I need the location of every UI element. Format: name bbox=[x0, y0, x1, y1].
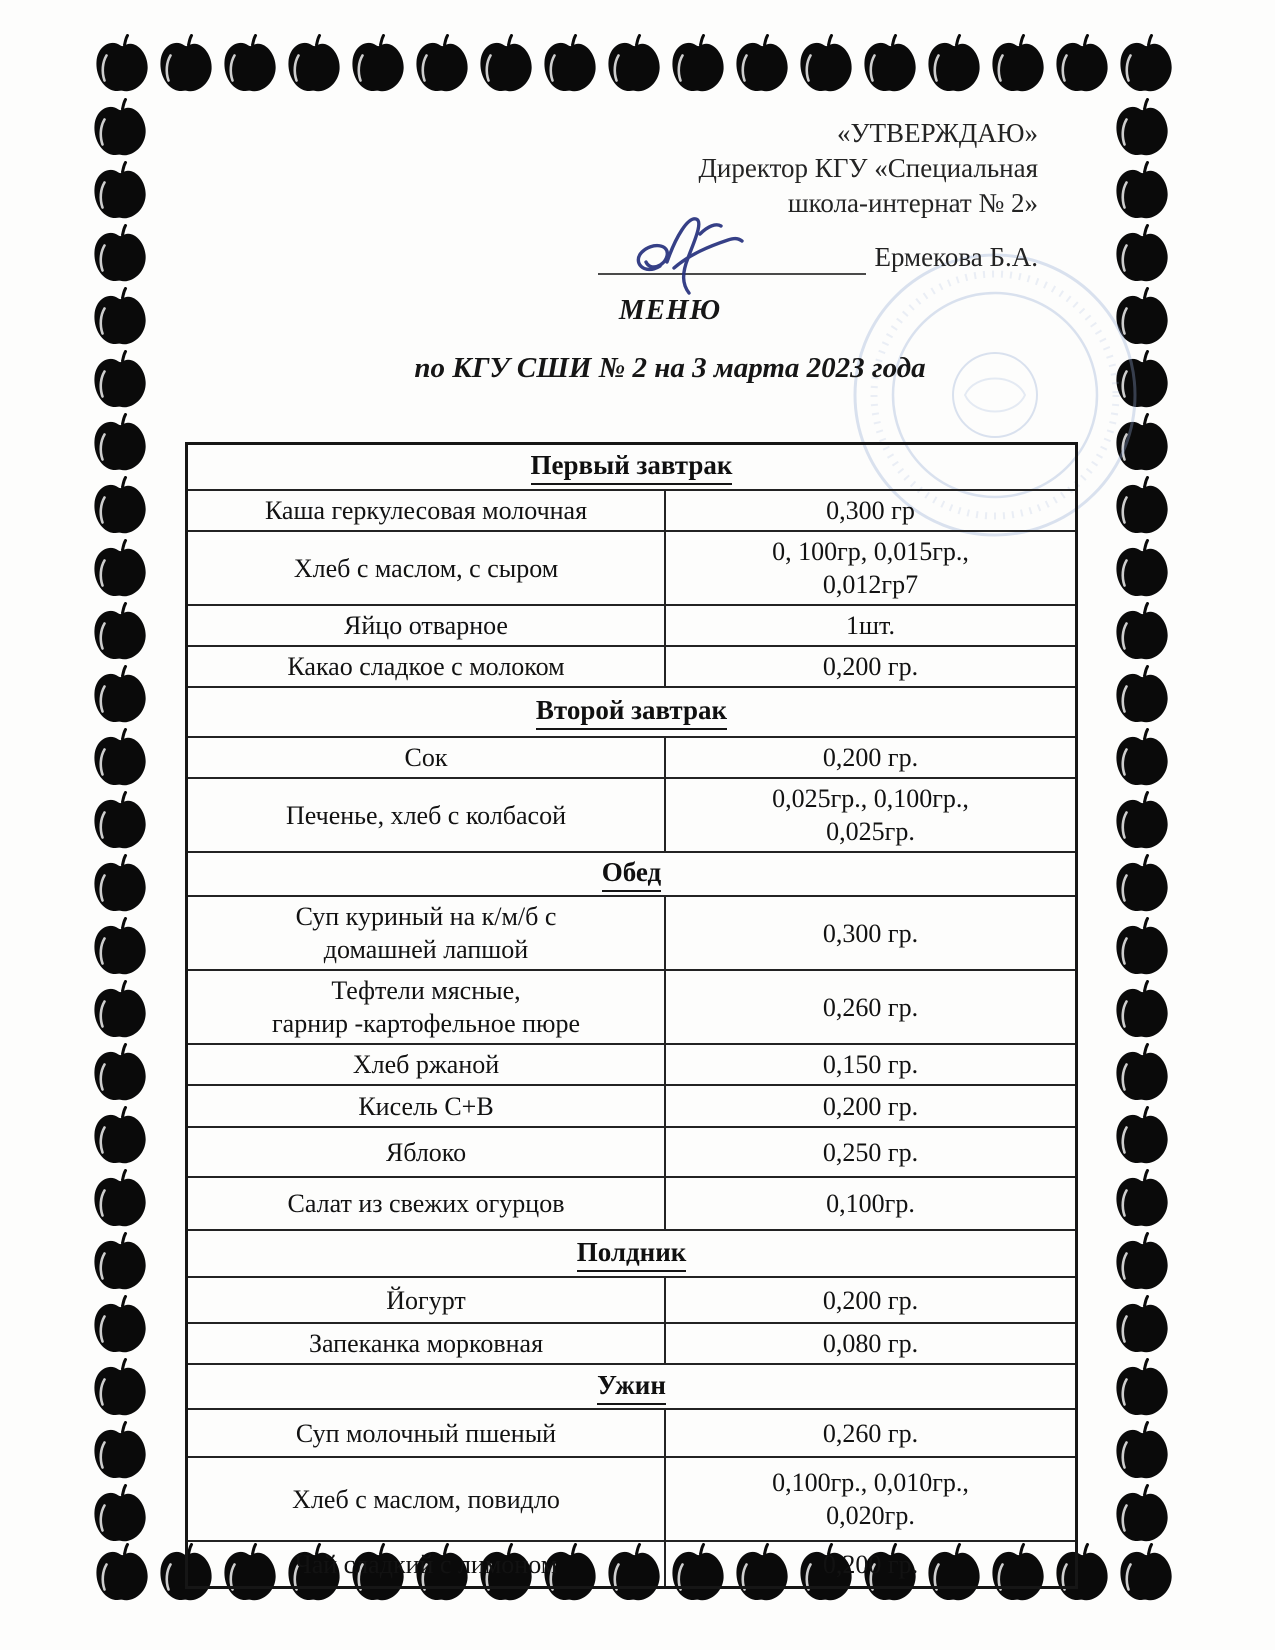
amount-cell bbox=[666, 897, 1075, 969]
dish-cell bbox=[188, 1045, 666, 1084]
dish-line: Хлеб с маслом, с сыром bbox=[293, 553, 559, 583]
amount-line: 0,100гр., 0,010гр., bbox=[772, 1468, 969, 1497]
amount-line: 0,025гр., 0,100гр., bbox=[772, 784, 969, 813]
apple-icon bbox=[154, 34, 218, 98]
apple-icon bbox=[88, 1043, 152, 1107]
apple-icon bbox=[1110, 980, 1174, 1044]
apple-icon bbox=[88, 1232, 152, 1296]
amount-line: 0,020гр. bbox=[826, 1501, 915, 1530]
menu-row bbox=[188, 1408, 1075, 1456]
dish-line: Кисель С+В bbox=[358, 1091, 494, 1121]
dish-line: Запеканка морковная bbox=[308, 1329, 544, 1358]
dish-line: Хлеб ржаной bbox=[352, 1050, 500, 1079]
apple-icon bbox=[88, 476, 152, 540]
dish-cell bbox=[188, 491, 666, 530]
apple-icon bbox=[1110, 161, 1174, 225]
amount-line: 0,150 гр. bbox=[822, 1050, 919, 1079]
apple-icon bbox=[1114, 34, 1178, 98]
apple-icon bbox=[730, 34, 794, 98]
apple-icon bbox=[922, 34, 986, 98]
amount-line: 1шт. bbox=[846, 611, 895, 640]
menu-row bbox=[188, 1322, 1075, 1363]
approval-line-1: «УТВЕРЖДАЮ» bbox=[836, 118, 1038, 148]
amount-line: 0,300 гр. bbox=[822, 918, 919, 948]
apple-icon bbox=[858, 34, 922, 98]
amount-line: 0,012гр7 bbox=[822, 570, 919, 599]
dish-cell bbox=[188, 1178, 666, 1229]
dish-line: Сок bbox=[404, 743, 448, 772]
dish-cell bbox=[188, 1128, 666, 1176]
amount-cell bbox=[666, 1178, 1075, 1229]
apple-icon bbox=[1110, 602, 1174, 666]
page-title: МЕНЮ bbox=[618, 294, 722, 326]
apple-icon bbox=[88, 1484, 152, 1548]
menu-row bbox=[188, 1084, 1075, 1126]
section-header-cell bbox=[188, 1231, 1075, 1276]
section-header-row bbox=[188, 1229, 1075, 1276]
menu-row bbox=[188, 1176, 1075, 1229]
menu-table bbox=[185, 442, 1078, 1589]
section-header: Ужин bbox=[597, 1369, 666, 1405]
apple-icon bbox=[1114, 1543, 1178, 1607]
apple-icon bbox=[538, 34, 602, 98]
apple-icon bbox=[1110, 917, 1174, 981]
amount-cell bbox=[666, 606, 1075, 645]
amount-cell bbox=[666, 1542, 1075, 1586]
apple-icon bbox=[410, 34, 474, 98]
amount-line: 0,260 гр. bbox=[822, 1418, 919, 1448]
apple-icon bbox=[88, 161, 152, 225]
dish-cell bbox=[188, 779, 666, 851]
section-header-row bbox=[188, 851, 1075, 895]
menu-row bbox=[188, 604, 1075, 645]
amount-line: 0,200 гр. bbox=[822, 743, 919, 772]
amount-cell bbox=[666, 647, 1075, 686]
dish-cell bbox=[188, 971, 666, 1043]
menu-row bbox=[188, 736, 1075, 777]
dish-cell bbox=[188, 647, 666, 686]
apple-icon bbox=[88, 350, 152, 414]
amount-line: 0,200 гр. bbox=[822, 1549, 919, 1579]
amount-cell bbox=[666, 779, 1075, 851]
apple-icon bbox=[88, 728, 152, 792]
apple-icon bbox=[1110, 665, 1174, 729]
apple-icon bbox=[282, 34, 346, 98]
apple-icon bbox=[88, 791, 152, 855]
amount-cell bbox=[666, 1128, 1075, 1176]
dish-cell bbox=[188, 1542, 666, 1586]
amount-cell bbox=[666, 971, 1075, 1043]
dish-line: домашней лапшой bbox=[323, 935, 529, 964]
dish-cell bbox=[188, 1086, 666, 1126]
section-header-cell bbox=[188, 1365, 1075, 1408]
apple-icon bbox=[88, 1421, 152, 1485]
amount-line: 0,300 гр bbox=[826, 496, 915, 525]
dish-line: Чай сладкий с лимоном bbox=[294, 1549, 558, 1579]
amount-cell bbox=[666, 1045, 1075, 1084]
apple-icon bbox=[88, 917, 152, 981]
apple-icon bbox=[1110, 1421, 1174, 1485]
dish-line: Салат из свежих огурцов bbox=[287, 1189, 565, 1218]
menu-row bbox=[188, 1043, 1075, 1084]
dish-line: гарнир -картофельное пюре bbox=[271, 1009, 580, 1038]
amount-line: 0,200 гр. bbox=[822, 652, 919, 681]
amount-cell bbox=[666, 1458, 1075, 1540]
apple-icon bbox=[88, 98, 152, 162]
apple-icon bbox=[1110, 728, 1174, 792]
dish-line: Яблоко bbox=[385, 1137, 467, 1167]
amount-line: 0,250 гр. bbox=[822, 1137, 919, 1167]
menu-row bbox=[188, 969, 1075, 1043]
amount-line: 0,200 гр. bbox=[822, 1285, 919, 1315]
dish-line: Какао сладкое с молоком bbox=[287, 652, 565, 681]
apple-icon bbox=[1110, 1106, 1174, 1170]
amount-cell bbox=[666, 738, 1075, 777]
apple-icon bbox=[90, 1543, 154, 1607]
apple-icon bbox=[1110, 1043, 1174, 1107]
apple-icon bbox=[1110, 1232, 1174, 1296]
apple-icon bbox=[88, 1295, 152, 1359]
dish-line: Хлеб с маслом, повидло bbox=[292, 1484, 560, 1514]
apple-icon bbox=[346, 34, 410, 98]
apple-icon bbox=[88, 224, 152, 288]
apple-icon bbox=[666, 34, 730, 98]
dish-cell bbox=[188, 1410, 666, 1456]
dish-cell bbox=[188, 1324, 666, 1363]
amount-cell bbox=[666, 1278, 1075, 1322]
dish-cell bbox=[188, 1278, 666, 1322]
apple-icon bbox=[1110, 539, 1174, 603]
amount-cell bbox=[666, 1324, 1075, 1363]
dish-line: Печенье, хлеб с колбасой bbox=[285, 800, 567, 830]
amount-cell bbox=[666, 491, 1075, 530]
apple-icon bbox=[88, 539, 152, 603]
menu-row bbox=[188, 530, 1075, 604]
apple-icon bbox=[1110, 791, 1174, 855]
apple-icon bbox=[88, 602, 152, 666]
dish-cell bbox=[188, 738, 666, 777]
amount-cell bbox=[666, 532, 1075, 604]
menu-row bbox=[188, 1276, 1075, 1322]
dish-line: Яйцо отварное bbox=[344, 611, 508, 640]
apple-icon bbox=[1050, 34, 1114, 98]
apple-icon bbox=[1110, 854, 1174, 918]
section-header: Второй завтрак bbox=[536, 694, 727, 730]
section-header-row bbox=[188, 1363, 1075, 1408]
menu-row bbox=[188, 777, 1075, 851]
apple-icon bbox=[1110, 1484, 1174, 1548]
apple-icon bbox=[1110, 1295, 1174, 1359]
apple-icon bbox=[88, 413, 152, 477]
dish-line: Суп молочный пшеный bbox=[295, 1418, 557, 1448]
dish-line: Йогурт bbox=[386, 1285, 466, 1315]
amount-cell bbox=[666, 1086, 1075, 1126]
apple-icon bbox=[88, 854, 152, 918]
amount-line: 0,025гр. bbox=[826, 817, 915, 846]
section-header-cell bbox=[188, 853, 1075, 895]
menu-row bbox=[188, 489, 1075, 530]
approval-line-3: школа-интернат № 2» bbox=[787, 188, 1038, 218]
amount-line: 0,260 гр. bbox=[822, 992, 919, 1022]
apple-icon bbox=[1110, 1169, 1174, 1233]
dish-cell bbox=[188, 606, 666, 645]
amount-line: 0,200 гр. bbox=[822, 1091, 919, 1121]
menu-row bbox=[188, 1540, 1075, 1586]
apple-icon bbox=[1110, 98, 1174, 162]
apple-icon bbox=[88, 1358, 152, 1422]
approval-line-2: Директор КГУ «Специальная bbox=[698, 153, 1038, 183]
amount-line: 0,080 гр. bbox=[822, 1329, 919, 1358]
section-header: Полдник bbox=[577, 1236, 687, 1272]
amount-line: 0, 100гр, 0,015гр., bbox=[772, 537, 969, 566]
apple-icon bbox=[218, 34, 282, 98]
apple-icon bbox=[602, 34, 666, 98]
dish-cell bbox=[188, 532, 666, 604]
apple-icon bbox=[88, 665, 152, 729]
apple-icon bbox=[986, 34, 1050, 98]
section-header-row bbox=[188, 445, 1075, 489]
section-header-row bbox=[188, 686, 1075, 736]
apple-icon bbox=[1110, 1358, 1174, 1422]
menu-row bbox=[188, 1126, 1075, 1176]
section-header-cell bbox=[188, 445, 1075, 489]
signature bbox=[630, 210, 840, 305]
amount-cell bbox=[666, 1410, 1075, 1456]
amount-line: 0,100гр. bbox=[826, 1189, 915, 1218]
menu-row bbox=[188, 1456, 1075, 1540]
dish-cell bbox=[188, 897, 666, 969]
apple-icon bbox=[474, 34, 538, 98]
apple-icon bbox=[794, 34, 858, 98]
signee-name: Ермекова Б.А. bbox=[874, 242, 1038, 272]
page-subtitle: по КГУ СШИ № 2 на 3 марта 2023 года bbox=[414, 352, 926, 384]
section-header: Обед bbox=[602, 856, 661, 892]
apple-icon bbox=[88, 980, 152, 1044]
dish-cell bbox=[188, 1458, 666, 1540]
section-header-cell bbox=[188, 688, 1075, 736]
section-header: Первый завтрак bbox=[531, 449, 733, 485]
dish-line: Тефтели мясные, bbox=[331, 976, 521, 1005]
apple-icon bbox=[88, 1106, 152, 1170]
apple-icon bbox=[88, 287, 152, 351]
apple-icon bbox=[90, 34, 154, 98]
dish-line: Каша геркулесовая молочная bbox=[264, 496, 588, 525]
dish-line: Суп куриный на к/м/б с bbox=[295, 902, 557, 931]
menu-row bbox=[188, 645, 1075, 686]
apple-icon bbox=[88, 1169, 152, 1233]
menu-row bbox=[188, 895, 1075, 969]
